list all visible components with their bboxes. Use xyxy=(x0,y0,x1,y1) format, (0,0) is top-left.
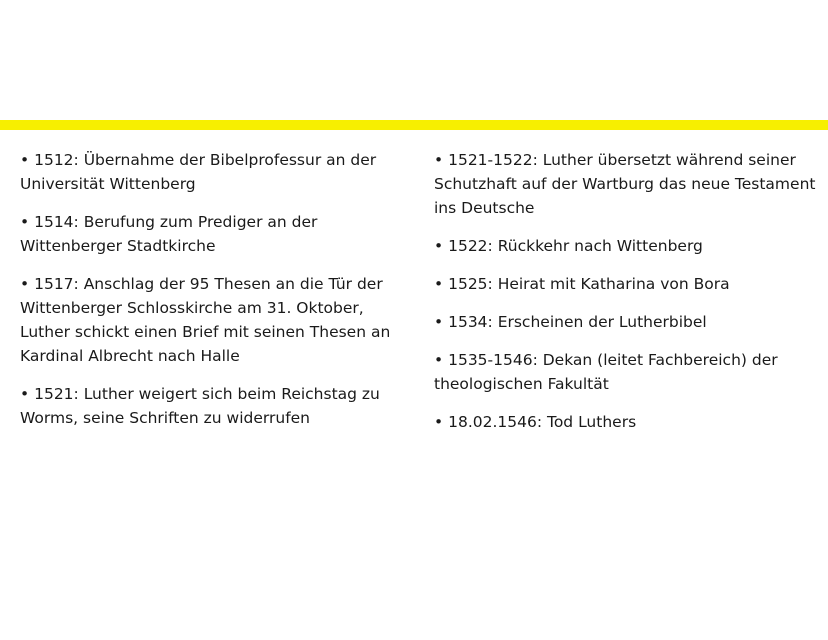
bullet-icon: • xyxy=(20,151,30,169)
timeline-entry-1521 xyxy=(20,382,405,430)
timeline-entry-text: 1512: Übernahme der Bibelprofessur an der Universität Wittenberg xyxy=(20,151,377,193)
timeline-entry-1514 xyxy=(20,210,405,258)
timeline-entry-1522 xyxy=(434,234,819,258)
timeline-entry-text: 18.02.1546: Tod Luthers xyxy=(448,413,637,431)
timeline-entry-1546 xyxy=(434,410,819,434)
timeline-entry-text: 1525: Heirat mit Katharina von Bora xyxy=(448,275,730,293)
bullet-icon: • xyxy=(434,413,444,431)
timeline-entry-1521-1522 xyxy=(434,148,819,220)
bullet-icon: • xyxy=(20,213,30,231)
bullet-icon: • xyxy=(434,351,444,369)
timeline-entry-1512 xyxy=(20,148,405,196)
bullet-icon: • xyxy=(434,313,444,331)
timeline-entry-1525 xyxy=(434,272,819,296)
timeline-entry-text: 1534: Erscheinen der Lutherbibel xyxy=(448,313,707,331)
timeline-entry-text: 1517: Anschlag der 95 Thesen an die Tür der Wittenberger Schlosskirche am 31. Oktober, Luther schickt einen Brief mit seinen Thesen an Kardinal Albrecht nach Halle xyxy=(20,275,391,365)
timeline-entry-text: 1521-1522: Luther übersetzt während seiner Schutzhaft auf der Wartburg das neue Testament ins Deutsche xyxy=(434,151,816,217)
bullet-icon: • xyxy=(434,275,444,293)
timeline-entry-text: 1522: Rückkehr nach Wittenberg xyxy=(448,237,703,255)
bullet-icon: • xyxy=(434,151,444,169)
bullet-icon: • xyxy=(434,237,444,255)
timeline-entry-text: 1514: Berufung zum Prediger an der Wittenberger Stadtkirche xyxy=(20,213,318,255)
timeline-entry-1534 xyxy=(434,310,819,334)
bullet-icon: • xyxy=(20,275,30,293)
timeline-entry-1517 xyxy=(20,272,405,368)
timeline-entry-text: 1521: Luther weigert sich beim Reichstag zu Worms, seine Schriften zu widerrufen xyxy=(20,385,380,427)
timeline-entry-text: 1535-1546: Dekan (leitet Fachbereich) der theologischen Fakultät xyxy=(434,351,778,393)
timeline-entry-1535-1546 xyxy=(434,348,819,396)
bullet-icon: • xyxy=(20,385,30,403)
timeline-right-column xyxy=(434,148,819,448)
yellow-divider-bar xyxy=(0,120,828,130)
timeline-left-column xyxy=(20,148,405,444)
